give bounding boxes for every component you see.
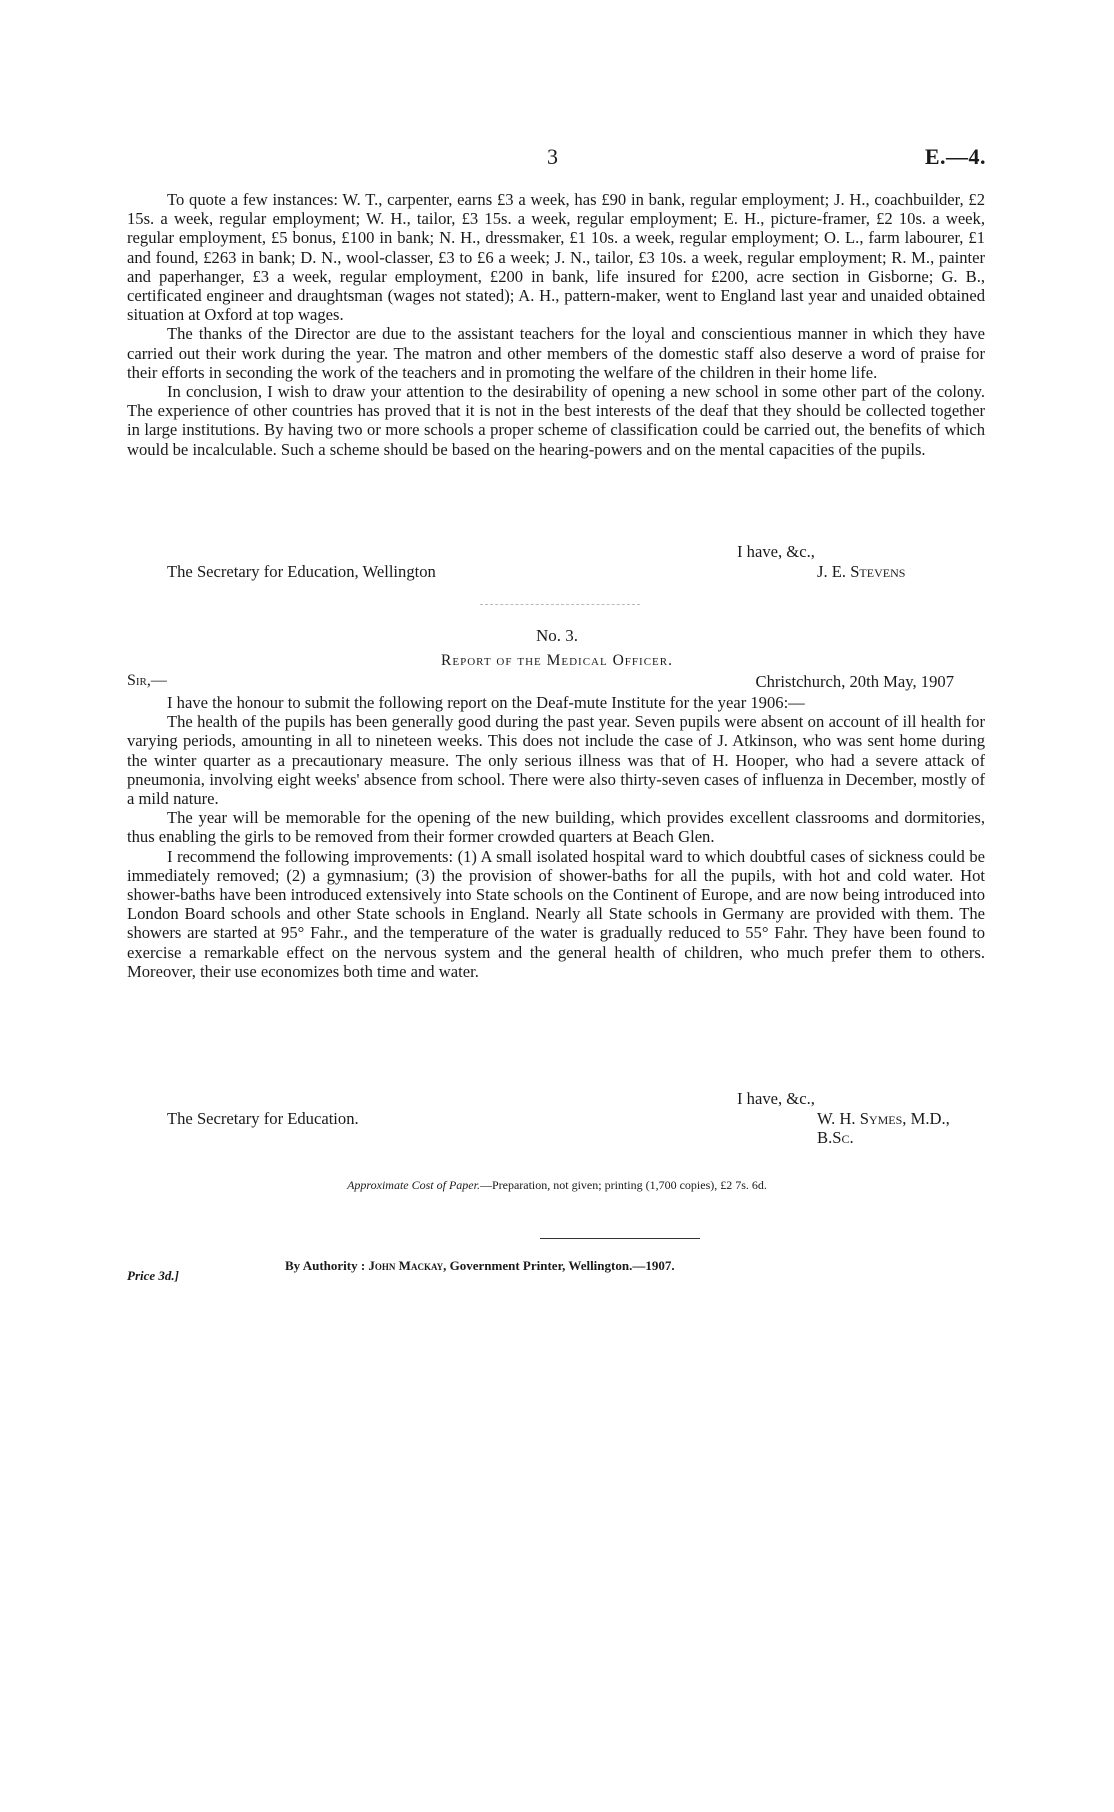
closing-line: I have, &c., xyxy=(737,542,815,561)
document-reference: E.—4. xyxy=(924,144,986,169)
cost-note-detail: —Preparation, not given; printing (1,700 copies), £2 7s. 6d. xyxy=(479,1178,767,1192)
salutation: Sir,— xyxy=(127,672,167,689)
paragraph-instances: To quote a few instances: W. T., carpenter, earns £3 a week, has £90 in bank, regular employment; J. H., coachbuilder, £2 15s. a week, regular employment; W. H., tailor, £3 15s. a week, regular employment; E. H., picture-framer, £2 10s. a week, regular employment, £5 bonus, £100 in bank; N. H., dressmaker, £1 10s. a week, regular employment; O. L., farm labourer, £1 and found, £263 in bank; D. N., wool-classer, £3 to £6 a week; J. N., tailor, £3 10s. a week, regular employment; R. M., painter and paperhanger, £3 a week, regular employment, £200 in bank, life insured for £200, acre section in Gisborne; G. B., certificated engineer and draughtsman (wages not stated); A. H., pattern-maker, went to England last year and unaided obtained situation at Oxford at top wages. xyxy=(127,190,985,325)
footer-rule xyxy=(540,1238,700,1239)
director-signature-block xyxy=(127,542,985,582)
paragraph-building: The year will be memorable for the opening of the new building, which provides excellent classrooms and dormitories, thus enabling the girls to be removed from their former crowded quarters at Beach Glen. xyxy=(127,808,985,847)
director-report-body xyxy=(127,190,985,459)
printer-name: John Mackay, xyxy=(368,1258,447,1273)
cost-note-lead: Approximate Cost of Paper. xyxy=(347,1178,480,1192)
page-number: 3 xyxy=(547,144,558,169)
authority-detail: Government Printer, Wellington.—1907. xyxy=(449,1258,675,1273)
page-header xyxy=(0,144,1114,174)
signatory: W. H. Symes, M.D., B.Sc. xyxy=(817,1109,950,1148)
section-number: No. 3. xyxy=(535,626,579,645)
section-title: Report of the Medical Officer. xyxy=(441,652,673,669)
authority-lead: By Authority : xyxy=(285,1258,366,1273)
addressee: The Secretary for Education, Wellington xyxy=(167,562,436,581)
addressee: The Secretary for Education. xyxy=(167,1109,359,1128)
paragraph-improvements: I recommend the following improvements: (1) A small isolated hospital ward to which doubtful cases of sickness could be immediately removed; (2) a gymnasium; (3) the provision of shower-baths for all the pupils, with hot and cold water. Hot shower-baths have been introduced extensively into State schools on the Continent of Europe, and are now being introduced into London Board schools and other State schools in England. Nearly all State schools in Germany are provided with them. The showers are started at 95° Fahr., and the temperature of the water is gradually reduced to 55° Fahr. They have been found to exercise a remarkable effect on the nervous system and the general health of children, who much prefer them to others. Moreover, their use economizes both time and water. xyxy=(127,846,985,981)
closing-line: I have, &c., xyxy=(737,1089,815,1108)
printer-imprint xyxy=(285,1258,675,1274)
paragraph-thanks: The thanks of the Director are due to the assistant teachers for the loyal and conscientious manner in which they have carried out their work during the year. The matron and other members of the domestic staff also deserve a word of praise for their efforts in seconding the work of the teachers and in promoting the welfare of the children in their home life. xyxy=(127,324,985,382)
medical-signature-block xyxy=(127,1089,985,1148)
medical-report-body xyxy=(127,693,985,981)
place-date: Christchurch, 20th May, 1907 xyxy=(755,672,954,691)
paragraph-conclusion: In conclusion, I wish to draw your attention to the desirability of opening a new school in some other part of the colony. The experience of other countries has proved that it is not in the best interests of the deaf that they should be collected together in large institutions. By having two or more schools a proper scheme of classification could be carried out, the benefits of which would be incalculable. Such a scheme should be based on the hearing-powers and on the mental capacities of the pupils. xyxy=(127,382,985,459)
paragraph-health: The health of the pupils has been generally good during the past year. Seven pupils were absent on account of ill health for varying periods, amounting in all to nineteen weeks. This does not include the case of J. Atkinson, who was sent home during the winter quarter as a precautionary measure. The only serious illness was that of H. Hooper, who had a severe attack of pneumonia, involving eight weeks' absence from school. There were also thirty-seven cases of influenza in December, mostly of a mild nature. xyxy=(127,712,985,809)
price-note: Price 3d.] xyxy=(127,1268,179,1283)
paragraph-intro: I have the honour to submit the following report on the Deaf-mute Institute for the year 1906:— xyxy=(167,693,805,712)
cost-note xyxy=(0,1178,1114,1193)
section-divider xyxy=(480,604,640,605)
signatory: J. E. Stevens xyxy=(817,562,906,581)
